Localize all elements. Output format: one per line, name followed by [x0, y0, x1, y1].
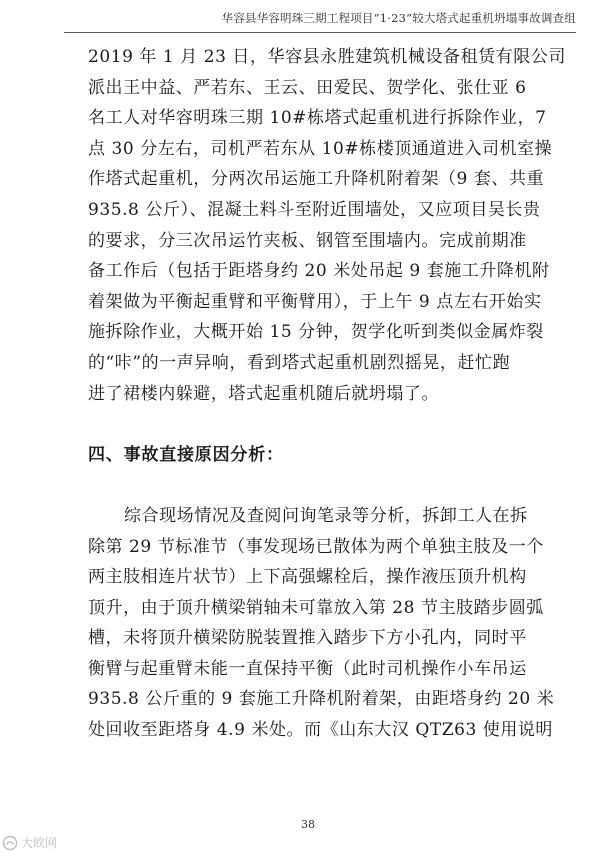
text-line: 槽，未将顶升横梁防脱装置推入踏步下方小孔内，同时平 [88, 628, 527, 649]
paragraph-1 [88, 42, 566, 409]
watermark-text: 大欧网 [21, 836, 58, 850]
paragraph-gap [88, 470, 544, 501]
watermark [2, 834, 57, 851]
logo-icon [2, 835, 18, 851]
text-line: 顶升，由于顶升横梁销轴未可靠放入第 28 节主肢踏步圆弧 [88, 597, 544, 618]
text-line: 派出王中益、严若东、王云、田爱民、贺学化、张仕亚 6 [88, 77, 527, 98]
text-line: 衡臂与起重臂未能一直保持平衡（此时司机操作小车吊运 [88, 658, 527, 679]
running-header: 华容县华容明珠三期工程项目“1·23”较大塔式起重机坍塌事故调查组 [221, 11, 576, 25]
text-line: 935.8 公斤重的 9 套施工升降机附着架，由距塔身约 20 米 [88, 689, 555, 710]
paragraph-2 [88, 501, 555, 746]
text-line: 进了裙楼内躲避，塔式起重机随后就坍塌了。 [88, 383, 439, 404]
text-line: 着架做为平衡起重臂和平衡臂用），于上午 9 点左右开始实 [88, 291, 542, 312]
text-line: 备工作后（包括于距塔身约 20 米处吊起 9 套施工升降机附 [88, 261, 550, 282]
text-line: 的要求，分三次吊运竹夹板、钢管至围墙内。完成前期准 [88, 230, 527, 251]
text-line: 点 30 分左右，司机严若东从 10#栋楼顶通道进入司机室操 [88, 138, 553, 159]
paragraph-gap [88, 409, 544, 440]
text-line: 综合现场情况及查阅问询笔录等分析，拆卸工人在拆 [124, 505, 528, 526]
section-heading: 四、事故直接原因分析： [88, 444, 284, 465]
text-line: 的“咔”的一声异响，看到塔式起重机剧烈摇晃，赶忙跑 [88, 352, 511, 373]
text-line: 935.8 公斤）、混凝土料斗至附近围墙处，又应项目吴长贵 [88, 199, 541, 220]
text-line: 作塔式起重机，分两次吊运施工升降机附着架（9 套、共重 [88, 169, 545, 190]
header-rule [64, 32, 576, 33]
text-line: 施拆除作业，大概开始 15 分钟，贺学化听到类似金属炸裂 [88, 322, 544, 343]
text-line: 名工人对华容明珠三期 10#栋塔式起重机进行拆除作业，7 [88, 108, 547, 129]
text-line: 处回收至距塔身 4.9 米处。而《山东大汉 QTZ63 使用说明 [88, 720, 553, 741]
text-line: 除第 29 节标准节（事发现场已散体为两个单独主肢及一个 [88, 536, 544, 557]
body-text [88, 42, 566, 746]
text-line: 两主肢相连片状节）上下高强螺栓后，操作液压顶升机构 [88, 567, 527, 588]
page-number: 38 [301, 818, 315, 831]
text-line: 2019 年 1 月 23 日，华容县永胜建筑机械设备租赁有限公司 [88, 47, 566, 67]
